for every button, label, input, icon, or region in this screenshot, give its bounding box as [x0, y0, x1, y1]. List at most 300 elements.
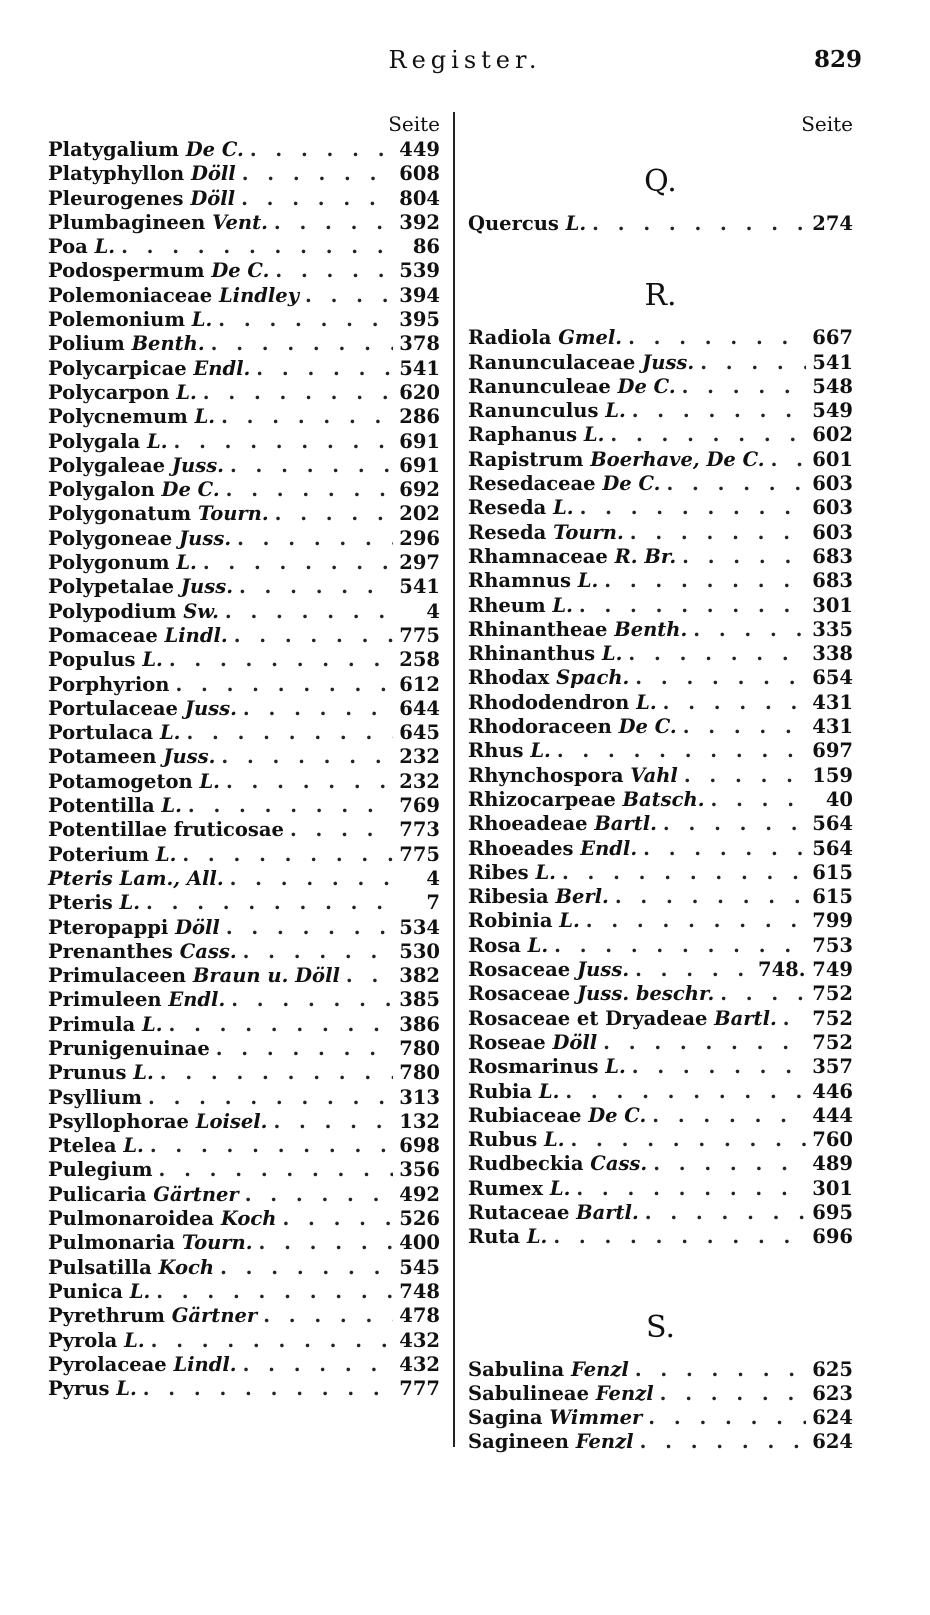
entry-genus: Polium — [48, 332, 125, 356]
entry-author: Batsch. — [622, 787, 705, 811]
index-entry — [48, 1280, 440, 1304]
entry-page: 432 — [399, 1352, 440, 1376]
entry-name — [468, 423, 604, 447]
dot-leader — [245, 1183, 394, 1207]
dot-leader — [290, 818, 393, 842]
entry-genus: Rosaceae — [468, 982, 571, 1006]
entry-author: L. — [159, 721, 181, 745]
entry-name — [468, 715, 677, 739]
entry-page: 4 — [426, 866, 440, 890]
entry-page: 692 — [399, 478, 440, 502]
entry-genus: Polypetalae — [48, 575, 175, 599]
index-entry — [468, 521, 853, 545]
entry-name — [468, 1177, 570, 1201]
dot-leader — [225, 600, 400, 624]
dot-leader — [771, 448, 807, 472]
entry-author: Koch — [220, 1207, 277, 1231]
entry-author: L. — [601, 642, 623, 666]
index-entry — [468, 496, 853, 520]
entry-name — [468, 1104, 646, 1128]
index-entry — [48, 940, 440, 964]
entry-name — [48, 1207, 276, 1231]
index-entry — [48, 551, 440, 575]
entry-author: Koch — [158, 1255, 215, 1279]
entry-page: 274 — [812, 212, 853, 235]
entry-page: 804 — [399, 186, 440, 210]
entry-page: 752 — [812, 1030, 853, 1054]
entry-author: De C. — [617, 374, 676, 398]
index-entry — [48, 916, 440, 940]
dot-leader — [263, 1304, 393, 1328]
entry-genus: Poterium — [48, 842, 150, 866]
index-entry — [468, 326, 853, 350]
entry-genus: Ranunculeae — [468, 374, 611, 398]
entry-name — [48, 284, 299, 308]
entry-author: L. — [176, 551, 197, 575]
entry-author: L. — [133, 1061, 154, 1085]
entry-page: 683 — [812, 569, 853, 593]
entry-author: Gärtner — [153, 1182, 239, 1206]
entry-author: Endl. — [168, 988, 226, 1012]
dot-leader — [241, 187, 393, 211]
entry-name — [48, 940, 237, 964]
entry-author: L. — [636, 690, 657, 714]
entry-name — [468, 739, 551, 763]
entry-name — [468, 1152, 647, 1176]
entry-page: 603 — [812, 496, 853, 520]
entry-name — [468, 1358, 629, 1382]
dot-leader — [630, 521, 807, 545]
entry-page: 541 — [399, 356, 440, 380]
section-letter: S. — [645, 1309, 676, 1345]
entry-name — [48, 843, 176, 867]
entry-name — [48, 575, 233, 599]
index-entry — [48, 721, 440, 745]
index-entry — [48, 1134, 440, 1158]
dot-leader — [220, 1256, 393, 1280]
section-letter: Q. — [644, 164, 677, 199]
index-entry — [468, 909, 853, 933]
index-entry — [48, 1061, 440, 1085]
index-entry — [468, 642, 853, 666]
entry-name — [468, 1430, 634, 1454]
entry-page: 615 — [812, 885, 853, 909]
entry-name — [48, 1329, 145, 1353]
entry-name — [48, 697, 237, 721]
seite-label: Seite — [801, 112, 853, 136]
entry-page: 432 — [399, 1328, 440, 1352]
index-entry — [48, 1256, 440, 1280]
dot-leader — [645, 1201, 807, 1225]
entry-name — [48, 673, 169, 697]
entry-genus: Primuleen — [48, 988, 162, 1012]
entry-page: 86 — [412, 235, 440, 259]
entry-genus: Rumex — [468, 1176, 544, 1200]
index-entry — [468, 1128, 853, 1152]
entry-page: 624 — [812, 1430, 853, 1454]
entry-author: L. — [191, 308, 213, 332]
dot-leader — [554, 934, 806, 958]
dot-leader — [592, 212, 806, 236]
entry-name — [468, 351, 694, 375]
entry-page: 753 — [812, 933, 853, 957]
entry-name — [48, 1256, 214, 1280]
dot-leader — [628, 326, 806, 350]
entry-page: 602 — [812, 423, 853, 447]
index-entry — [48, 1037, 440, 1061]
entry-author: Wimmer — [549, 1406, 643, 1430]
entry-name — [468, 1406, 642, 1430]
entry-genus: Ranunculaceae — [468, 350, 636, 374]
index-entry — [48, 1013, 440, 1037]
index-entry — [468, 423, 853, 447]
entry-name — [468, 1055, 626, 1079]
index-entry — [468, 1007, 853, 1031]
entry-page: 615 — [812, 860, 853, 884]
entry-name — [468, 212, 586, 236]
entry-author: Loisel. — [195, 1109, 268, 1133]
entry-author: Fenzl — [595, 1381, 654, 1405]
index-entry — [468, 666, 853, 690]
index-entry — [48, 284, 440, 308]
entry-genus: Ptelea — [48, 1134, 117, 1158]
entry-name — [48, 770, 220, 794]
entry-name — [48, 624, 228, 648]
entry-author: L. — [94, 235, 116, 259]
dot-leader — [216, 1037, 394, 1061]
entry-author: L. — [565, 212, 587, 235]
entry-name — [468, 594, 573, 618]
entry-page: 313 — [399, 1085, 440, 1109]
dot-leader — [586, 909, 807, 933]
entry-name — [468, 909, 580, 933]
entry-page: 691 — [399, 429, 440, 453]
index-entry — [48, 891, 440, 915]
entry-author: L. — [552, 593, 573, 617]
entry-genus: Rhizocarpeae — [468, 787, 616, 811]
entry-name — [48, 1061, 154, 1085]
entry-page: 748 — [399, 1279, 440, 1303]
entry-genus: Rosaceae et Dryadeae — [468, 1006, 708, 1030]
dot-leader — [256, 357, 393, 381]
dot-leader — [169, 648, 393, 672]
entry-name — [468, 472, 660, 496]
entry-genus: Sabulineae — [468, 1381, 589, 1405]
entry-page: 752 — [812, 982, 853, 1006]
entry-author: L. — [538, 1079, 560, 1103]
entry-name — [468, 569, 598, 593]
entry-page: 335 — [812, 617, 853, 641]
dot-leader — [143, 1377, 394, 1401]
entry-genus: Rosaceae — [468, 958, 571, 982]
entry-author: Tourn. — [197, 502, 269, 526]
index-entry — [48, 843, 440, 867]
entry-page: 645 — [399, 721, 440, 745]
entry-author: Tourn. — [181, 1231, 253, 1255]
dot-leader — [682, 545, 806, 569]
dot-leader — [234, 624, 394, 648]
entry-page: 392 — [399, 210, 440, 234]
dot-leader — [243, 697, 393, 721]
entry-page: 301 — [812, 1176, 853, 1200]
entry-genus: Prenanthes — [48, 939, 173, 963]
entry-genus: Pulegium — [48, 1158, 153, 1182]
entry-author: L. — [116, 1377, 137, 1401]
entry-name — [48, 430, 168, 454]
entry-page: 667 — [812, 326, 853, 350]
entry-genus: Rhamnus — [468, 569, 571, 593]
entry-name — [468, 861, 556, 885]
entry-genus: Primulaceen — [48, 964, 187, 988]
entry-genus: Polygonum — [48, 551, 170, 575]
entry-author: Döll — [552, 1030, 598, 1054]
entry-page: 696 — [812, 1225, 853, 1249]
entry-author: De C. — [618, 715, 677, 739]
entry-page: 394 — [399, 283, 440, 307]
entry-genus: Polycarpicae — [48, 356, 187, 380]
entry-author: Juss. — [576, 958, 630, 982]
dot-leader — [159, 1158, 394, 1182]
dot-leader — [660, 1382, 807, 1406]
entry-genus: Reseda — [468, 520, 547, 544]
index-entry — [468, 1382, 853, 1406]
entry-name — [468, 788, 705, 812]
index-entry — [48, 697, 440, 721]
entry-genus: Punica — [48, 1279, 123, 1303]
index-entry — [48, 770, 440, 794]
entry-author: Spach. — [556, 666, 630, 690]
entry-genus: Rosa — [468, 933, 521, 957]
entry-name — [468, 666, 629, 690]
index-entry — [48, 1377, 440, 1401]
entry-page: 541 — [399, 575, 440, 599]
entry-author: Vent. — [212, 210, 268, 234]
entry-genus: Rheum — [468, 593, 546, 617]
entry-genus: Polygalon — [48, 478, 155, 502]
dot-leader — [226, 478, 394, 502]
entry-page: 478 — [399, 1304, 440, 1328]
entry-genus: Robinia — [468, 909, 553, 933]
entry-genus: Portulaca — [48, 721, 154, 745]
entry-genus: Podospermum — [48, 259, 205, 283]
entry-genus: Pulsatilla — [48, 1255, 152, 1279]
entry-name — [468, 764, 678, 788]
entry-genus: Polygoneae — [48, 526, 173, 550]
entry-name — [48, 138, 244, 162]
entry-author: L. — [605, 399, 626, 423]
entry-name — [48, 1183, 239, 1207]
index-entry — [48, 624, 440, 648]
dot-leader — [684, 764, 806, 788]
entry-author: Bartl. — [594, 812, 657, 836]
index-list — [468, 138, 853, 1455]
dot-leader — [603, 1031, 806, 1055]
index-list — [48, 138, 440, 1401]
dot-leader — [720, 982, 806, 1006]
page-number: 829 — [813, 46, 862, 73]
entry-author: Bartl. — [576, 1200, 639, 1224]
index-entry — [468, 837, 853, 861]
entry-author: L. — [124, 1328, 145, 1352]
index-entry — [48, 867, 440, 891]
dot-leader — [146, 891, 400, 915]
index-entry — [468, 1430, 853, 1454]
entry-genus: Pulicaria — [48, 1182, 147, 1206]
dot-leader — [579, 594, 806, 618]
entry-author: Fenzl — [575, 1430, 634, 1454]
entry-genus: Ruta — [468, 1225, 521, 1249]
entry-page: 4 — [426, 599, 440, 623]
dot-leader — [121, 235, 400, 259]
entry-name — [48, 891, 140, 915]
entry-name — [48, 600, 219, 624]
dot-leader — [243, 940, 394, 964]
index-entry — [468, 569, 853, 593]
entry-genus: Platyphyllon — [48, 162, 185, 186]
entry-page: 132 — [399, 1109, 440, 1133]
index-entry — [48, 259, 440, 283]
entry-author: L. — [549, 1176, 571, 1200]
entry-author: Juss. — [184, 696, 237, 720]
dot-leader — [151, 1329, 394, 1353]
entry-name — [468, 1382, 654, 1406]
entry-author: L. — [553, 496, 574, 520]
entry-genus: Potamogeton — [48, 769, 193, 793]
entry-page: 608 — [399, 162, 440, 186]
entry-name — [48, 357, 250, 381]
index-entry — [48, 430, 440, 454]
index-entry — [48, 502, 440, 526]
entry-page: 752 — [812, 1006, 853, 1030]
entry-page: 431 — [812, 715, 853, 739]
entry-name — [48, 1037, 210, 1061]
dot-leader — [783, 1007, 807, 1031]
index-entry — [48, 794, 440, 818]
entry-page: 301 — [812, 593, 853, 617]
page-title: Register. — [388, 46, 542, 74]
dot-leader — [243, 1353, 394, 1377]
entry-name — [468, 496, 574, 520]
index-entry — [468, 861, 853, 885]
entry-page: 258 — [399, 648, 440, 672]
entry-genus: Raphanus — [468, 423, 578, 447]
entry-page: 489 — [812, 1152, 853, 1176]
entry-author: Benth. — [131, 332, 205, 356]
entry-page: 624 — [812, 1406, 853, 1430]
index-entry — [468, 885, 853, 909]
dot-leader — [643, 837, 806, 861]
entry-name — [48, 211, 268, 235]
index-entry — [48, 745, 440, 769]
entry-author: Sw. — [183, 599, 219, 623]
index-entry — [48, 478, 440, 502]
dot-leader — [175, 673, 393, 697]
entry-genus: Plumbagineen — [48, 210, 206, 234]
dot-leader — [553, 1225, 806, 1249]
dot-leader — [275, 502, 394, 526]
entry-name — [48, 1231, 253, 1255]
entry-author: L. — [527, 933, 549, 957]
entry-page: 654 — [812, 666, 853, 690]
entry-page: 530 — [399, 939, 440, 963]
entry-genus: Polycnemum — [48, 405, 188, 429]
entry-name — [48, 235, 115, 259]
entry-author: L. — [583, 423, 605, 447]
dot-leader — [169, 1013, 394, 1037]
entry-genus: Reseda — [468, 496, 547, 520]
entry-name — [48, 308, 212, 332]
entry-page: 40 — [825, 787, 853, 811]
entry-genus: Ribesia — [468, 885, 549, 909]
entry-genus: Sagineen — [468, 1430, 569, 1454]
entry-page: 620 — [399, 380, 440, 404]
entry-name — [48, 381, 197, 405]
entry-author: L. — [605, 1055, 626, 1079]
entry-author: L. — [161, 794, 182, 818]
dot-leader — [148, 1086, 393, 1110]
entry-author: R. Br. — [614, 544, 677, 568]
entry-page: 297 — [399, 551, 440, 575]
entry-author: Juss. — [180, 575, 233, 599]
entry-page: 449 — [399, 138, 440, 161]
dot-leader — [648, 1406, 806, 1430]
dot-leader — [562, 861, 806, 885]
entry-page: 232 — [399, 769, 440, 793]
dot-leader — [604, 569, 806, 593]
dot-leader — [663, 691, 807, 715]
entry-name — [468, 934, 548, 958]
entry-page: 526 — [399, 1207, 440, 1231]
dot-leader — [580, 496, 807, 520]
entry-genus: Polycarpon — [48, 380, 170, 404]
entry-author: L. — [155, 842, 177, 866]
entry-author: L. — [577, 569, 599, 593]
entry-genus: Sagina — [468, 1406, 543, 1430]
entry-name — [48, 988, 225, 1012]
entry-author: Juss. — [178, 526, 232, 550]
index-entry — [48, 381, 440, 405]
index-entry — [48, 1183, 440, 1207]
index-entry — [468, 472, 853, 496]
entry-genus: Portulaceae — [48, 696, 178, 720]
entry-page: 385 — [399, 988, 440, 1012]
entry-page: 446 — [812, 1079, 853, 1103]
dot-leader — [666, 472, 806, 496]
entry-author: L. — [559, 909, 580, 933]
entry-name — [468, 885, 609, 909]
dot-leader — [615, 885, 806, 909]
index-entry — [48, 308, 440, 332]
entry-page: 773 — [399, 818, 440, 842]
entry-name — [468, 1225, 547, 1249]
entry-author: Juss. beschr. — [576, 982, 715, 1006]
index-entry — [48, 575, 440, 599]
entry-author: Döll — [190, 162, 236, 186]
entry-page: 386 — [399, 1012, 440, 1036]
entry-name — [48, 405, 215, 429]
entry-author: L. — [526, 1225, 548, 1249]
entry-name — [48, 1013, 163, 1037]
dot-leader — [628, 642, 806, 666]
dot-leader — [160, 1061, 394, 1085]
dot-leader — [156, 1280, 393, 1304]
entry-author: Endl. — [193, 356, 251, 380]
dot-leader — [700, 351, 806, 375]
entry-page: 780 — [399, 1036, 440, 1060]
index-entry — [468, 934, 853, 958]
entry-page: 769 — [399, 794, 440, 818]
entry-page: 400 — [399, 1231, 440, 1255]
